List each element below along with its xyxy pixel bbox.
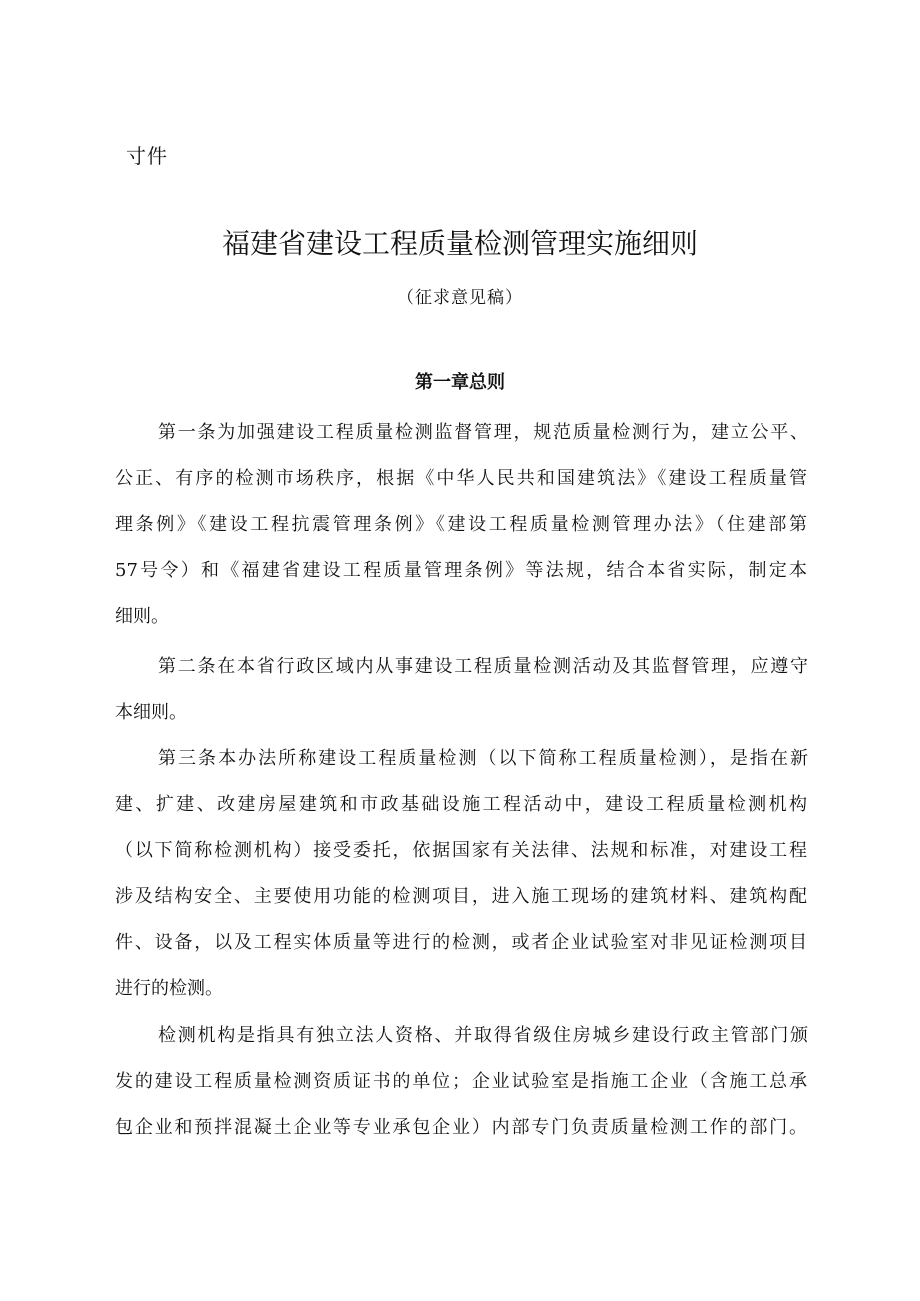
- paragraph-line: 检测机构是指具有独立法人资格、并取得省级住房城乡建设行政主管部门颁: [158, 1025, 808, 1046]
- paragraph-line: 57号令）和《福建省建设工程质量管理条例》等法规，结合本省实际，制定本: [115, 560, 807, 581]
- paragraph-line: 细则。: [115, 606, 169, 627]
- paragraph-line: 发的建设工程质量检测资质证书的单位；企业试验室是指施工企业（含施工总承: [115, 1071, 807, 1092]
- document-subtitle: （征求意见稿）: [397, 288, 523, 308]
- paragraph-line: 建、扩建、改建房屋建筑和市政基础设施工程活动中，建设工程质量检测机构: [115, 794, 807, 815]
- chapter-heading: 第一章总则: [415, 372, 505, 393]
- paragraph-line: 公正、有序的检测市场秩序，根据《中华人民共和国建筑法》《建设工程质量管: [115, 468, 807, 489]
- attachment-label: 寸件: [126, 144, 168, 168]
- paragraph-line: 涉及结构安全、主要使用功能的检测项目，进入施工现场的建筑材料、建筑构配: [115, 886, 807, 907]
- paragraph-line: 第二条在本省行政区域内从事建设工程质量检测活动及其监督管理，应遵守: [158, 656, 808, 677]
- paragraph-line: 第三条本办法所称建设工程质量检测（以下简称工程质量检测），是指在新: [158, 748, 808, 769]
- document-title: 福建省建设工程质量检测管理实施细则: [221, 227, 698, 260]
- paragraph-line: 第一条为加强建设工程质量检测监督管理，规范质量检测行为，建立公平、: [158, 422, 808, 443]
- paragraph-line: 理条例》《建设工程抗震管理条例》《建设工程质量检测管理办法》（住建部第: [115, 514, 807, 535]
- paragraph-line: 进行的检测。: [115, 978, 223, 999]
- paragraph-line: 包企业和预拌混凝土企业等专业承包企业）内部专门负责质量检测工作的部门。: [115, 1117, 807, 1138]
- paragraph-line: 件、设备，以及工程实体质量等进行的检测，或者企业试验室对非见证检测项目: [115, 932, 807, 953]
- paragraph-line: 本细则。: [115, 702, 187, 723]
- paragraph-line: （以下简称检测机构）接受委托，依据国家有关法律、法规和标准，对建设工程: [115, 840, 807, 861]
